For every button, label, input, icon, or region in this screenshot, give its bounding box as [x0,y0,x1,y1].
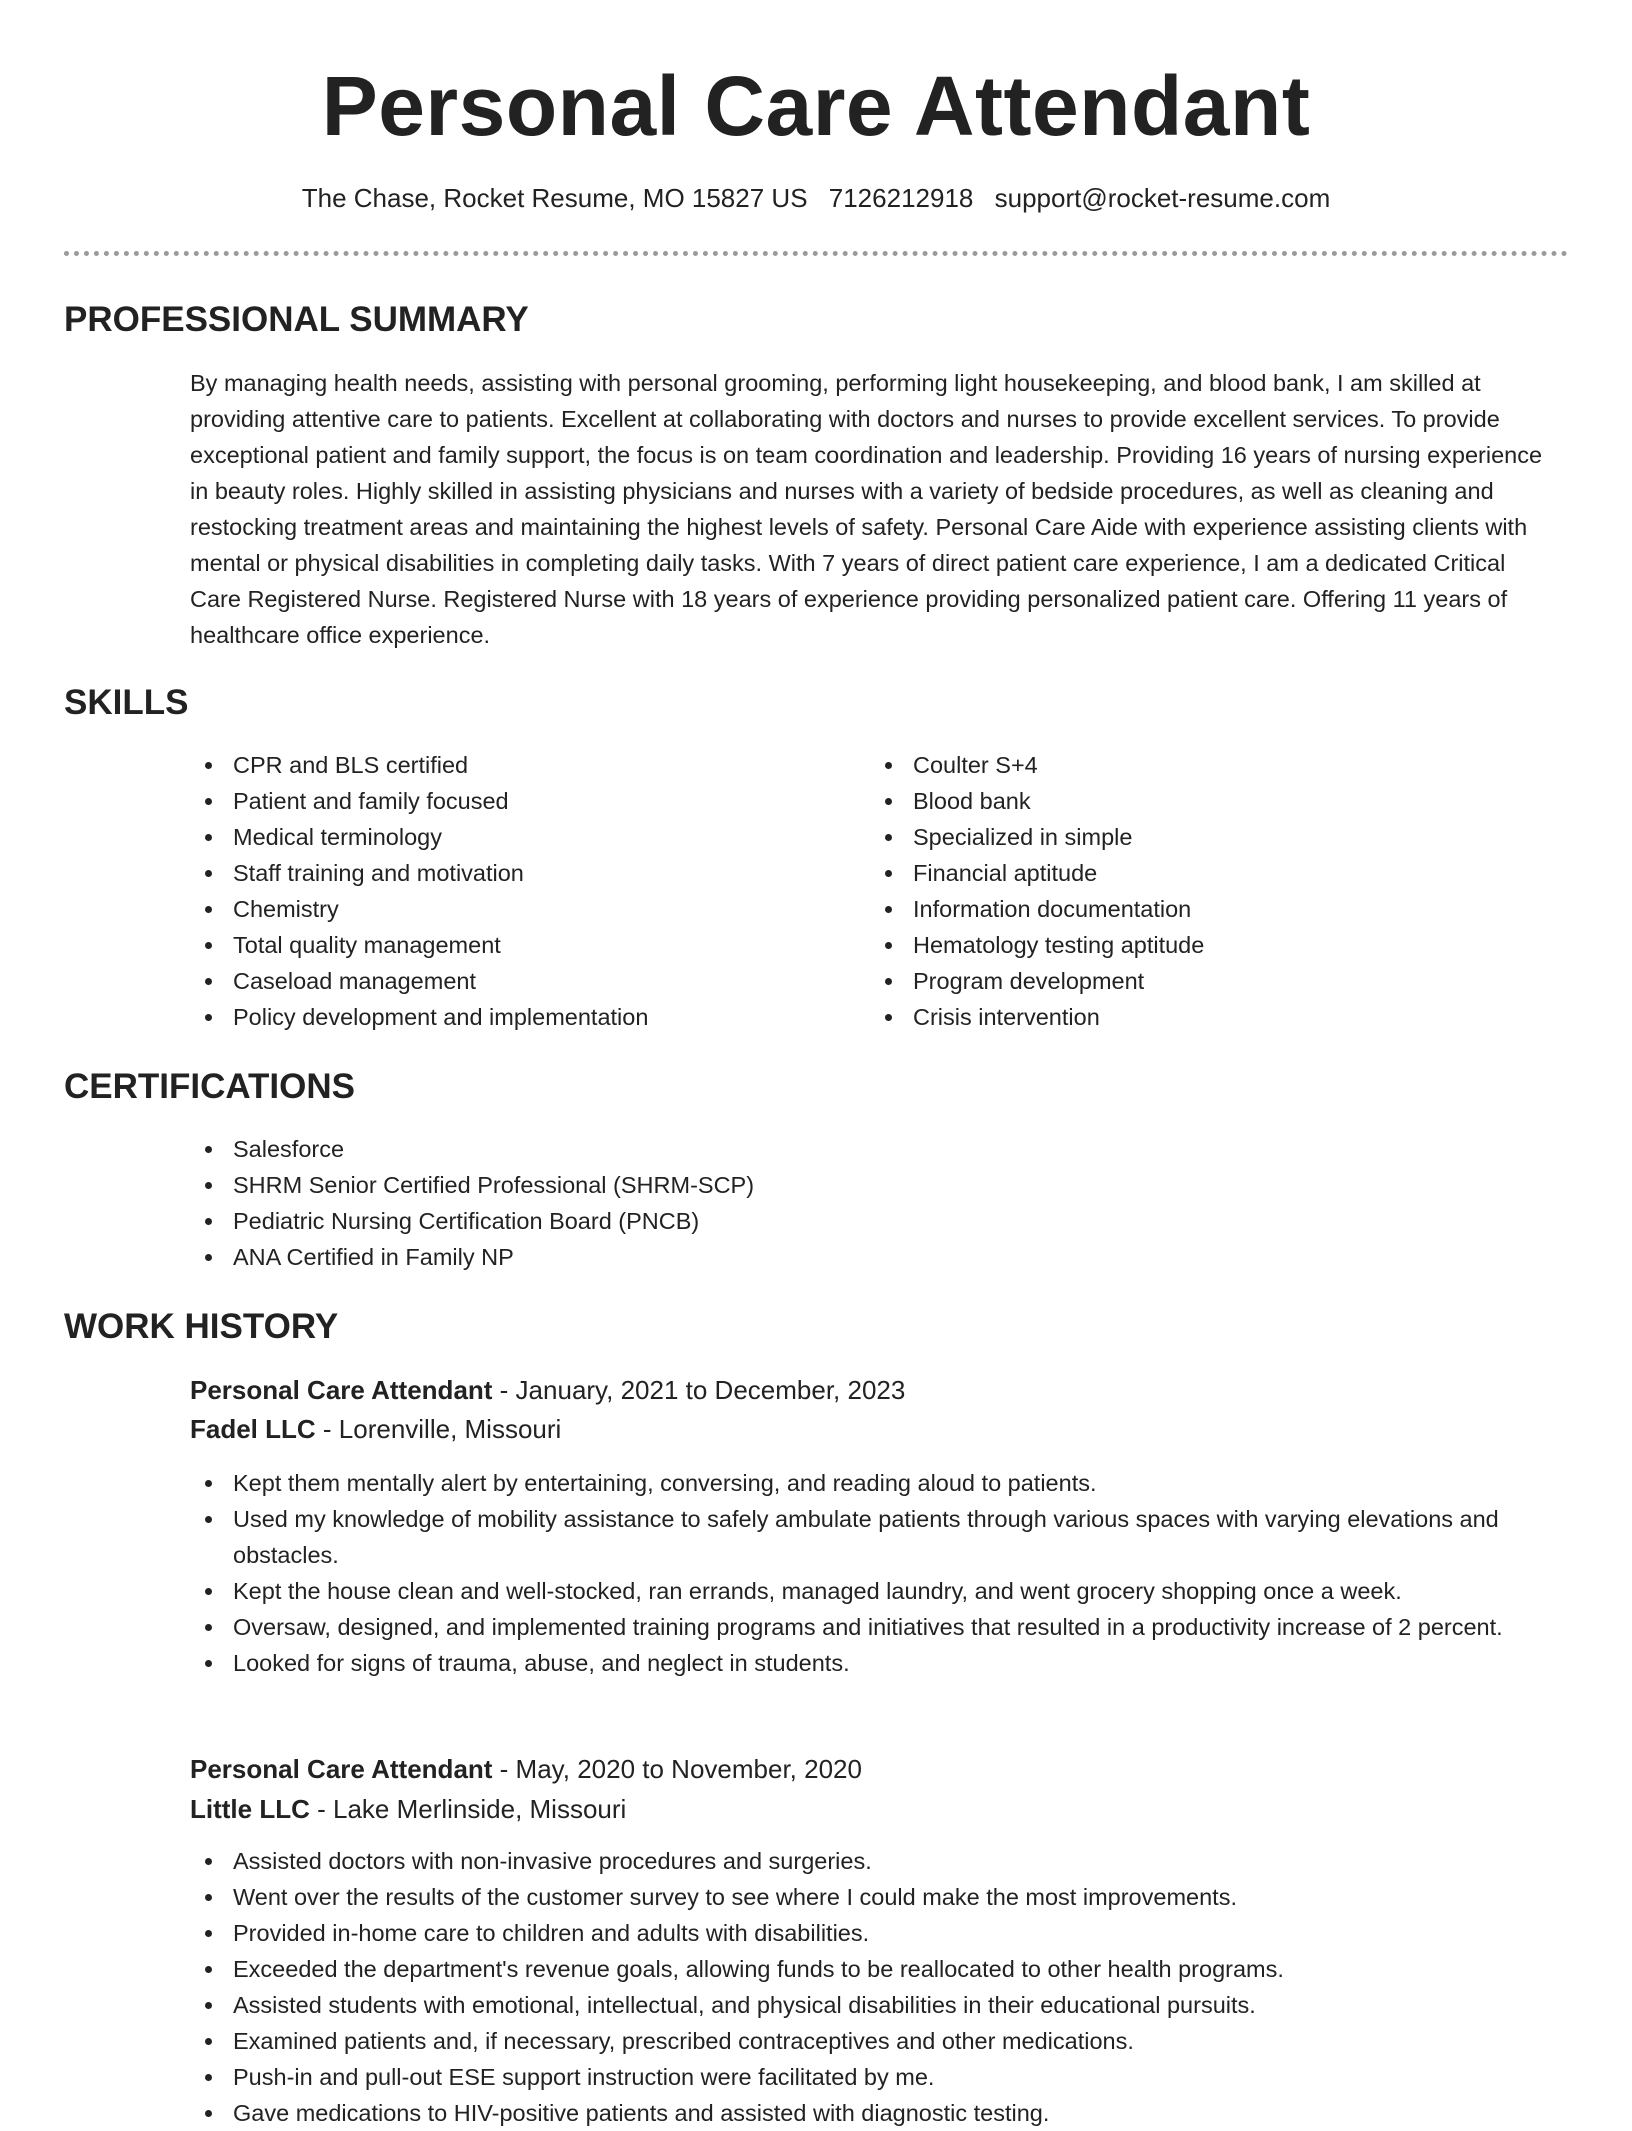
skill-item: Caseload management [190,963,830,999]
contact-address: The Chase, Rocket Resume, MO 15827 US [301,183,808,213]
job-duty-item: Assisted students with emotional, intellectual, and physical disabilities in their educational pursuits. [190,1987,1560,2023]
skill-item: Staff training and motivation [190,855,830,891]
job-title-line [190,1372,905,1408]
skill-item: Policy development and implementation [190,999,830,1035]
job-duty-item: Used my knowledge of mobility assistance to safely ambulate patients through various spaces with varying elevations and obstacles. [190,1501,1560,1573]
skill-item: Hematology testing aptitude [870,927,1510,963]
candidate-name: Personal Care Attendant [321,59,1311,153]
skill-item: Crisis intervention [870,999,1510,1035]
section-title-skills: SKILLS [64,683,189,722]
skill-item: Financial aptitude [870,855,1510,891]
skill-item: Blood bank [870,783,1510,819]
certification-item: Salesforce [190,1131,1560,1167]
job-company-line [190,1411,561,1447]
certification-item: ANA Certified in Family NP [190,1239,1560,1275]
section-title-summary: PROFESSIONAL SUMMARY [64,300,529,339]
summary-text: By managing health needs, assisting with personal grooming, performing light housekeeping, and blood bank, I am skilled at providing attentive care to patients. Excellent at collaborating with doctors and nurses to provide excellent services. To provide exceptional patient and family support, the focus is on team coordination and leadership. Providing 16 years of nursing experience in beauty roles. Highly skilled in assisting physicians and nurses with a variety of bedside procedures, as well as cleaning and restocking treatment areas and maintaining the highest levels of safety. Personal Care Aide with experience assisting clients with mental or physical disabilities in completing daily tasks. With 7 years of direct patient care experience, I am a dedicated Critical Care Registered Nurse. Registered Nurse with 18 years of experience providing personalized patient care. Offering 11 years of healthcare office experience. [190,370,1543,648]
job-location: - Lake Merlinside, Missouri [309,1794,627,1824]
skills-list-right [870,747,1510,1035]
job-company: Fadel LLC [190,1414,316,1444]
header-divider [64,251,1568,256]
contact-phone: 7126212918 [828,183,974,213]
skill-item: Information documentation [870,891,1510,927]
skill-item: Chemistry [190,891,830,927]
job-duty-item: Oversaw, designed, and implemented training programs and initiatives that resulted in a productivity increase of 2 percent. [190,1609,1560,1645]
job-company: Little LLC [190,1794,310,1824]
skill-item: Medical terminology [190,819,830,855]
job-duty-item: Exceeded the department's revenue goals, allowing funds to be reallocated to other health programs. [190,1951,1560,1987]
certifications-list [190,1131,1560,1275]
skills-list-left [190,747,830,1035]
job-title-line [190,1751,862,1787]
skill-item: Patient and family focused [190,783,830,819]
skill-item: Total quality management [190,927,830,963]
skill-item: CPR and BLS certified [190,747,830,783]
job-dates: - May, 2020 to November, 2020 [492,1754,862,1784]
section-title-work-history: WORK HISTORY [64,1307,339,1346]
job-duty-item: Kept the house clean and well-stocked, ran errands, managed laundry, and went grocery shopping once a week. [190,1573,1560,1609]
job-title: Personal Care Attendant [190,1375,493,1405]
job-dates: - January, 2021 to December, 2023 [492,1375,906,1405]
job-duties-list [190,1843,1560,2131]
job-duty-item: Provided in-home care to children and adults with disabilities. [190,1915,1560,1951]
job-duty-item: Looked for signs of trauma, abuse, and neglect in students. [190,1645,1560,1681]
contact-line [0,182,1632,214]
job-duty-item: Kept them mentally alert by entertaining, conversing, and reading aloud to patients. [190,1465,1560,1501]
section-title-certifications: CERTIFICATIONS [64,1067,356,1106]
skill-item: Program development [870,963,1510,999]
job-location: - Lorenville, Missouri [315,1414,562,1444]
certification-item: SHRM Senior Certified Professional (SHRM-SCP) [190,1167,1560,1203]
skill-item: Specialized in simple [870,819,1510,855]
job-duty-item: Push-in and pull-out ESE support instruction were facilitated by me. [190,2059,1560,2095]
contact-email: support@rocket-resume.com [994,183,1331,213]
job-duty-item: Assisted doctors with non-invasive procedures and surgeries. [190,1843,1560,1879]
job-title: Personal Care Attendant [190,1754,493,1784]
certification-item: Pediatric Nursing Certification Board (PNCB) [190,1203,1560,1239]
job-duty-item: Examined patients and, if necessary, prescribed contraceptives and other medications. [190,2023,1560,2059]
job-duties-list [190,1465,1560,1681]
job-duty-item: Went over the results of the customer survey to see where I could make the most improvements. [190,1879,1560,1915]
skill-item: Coulter S+4 [870,747,1510,783]
job-company-line [190,1791,626,1827]
job-duty-item: Gave medications to HIV-positive patients and assisted with diagnostic testing. [190,2095,1560,2131]
